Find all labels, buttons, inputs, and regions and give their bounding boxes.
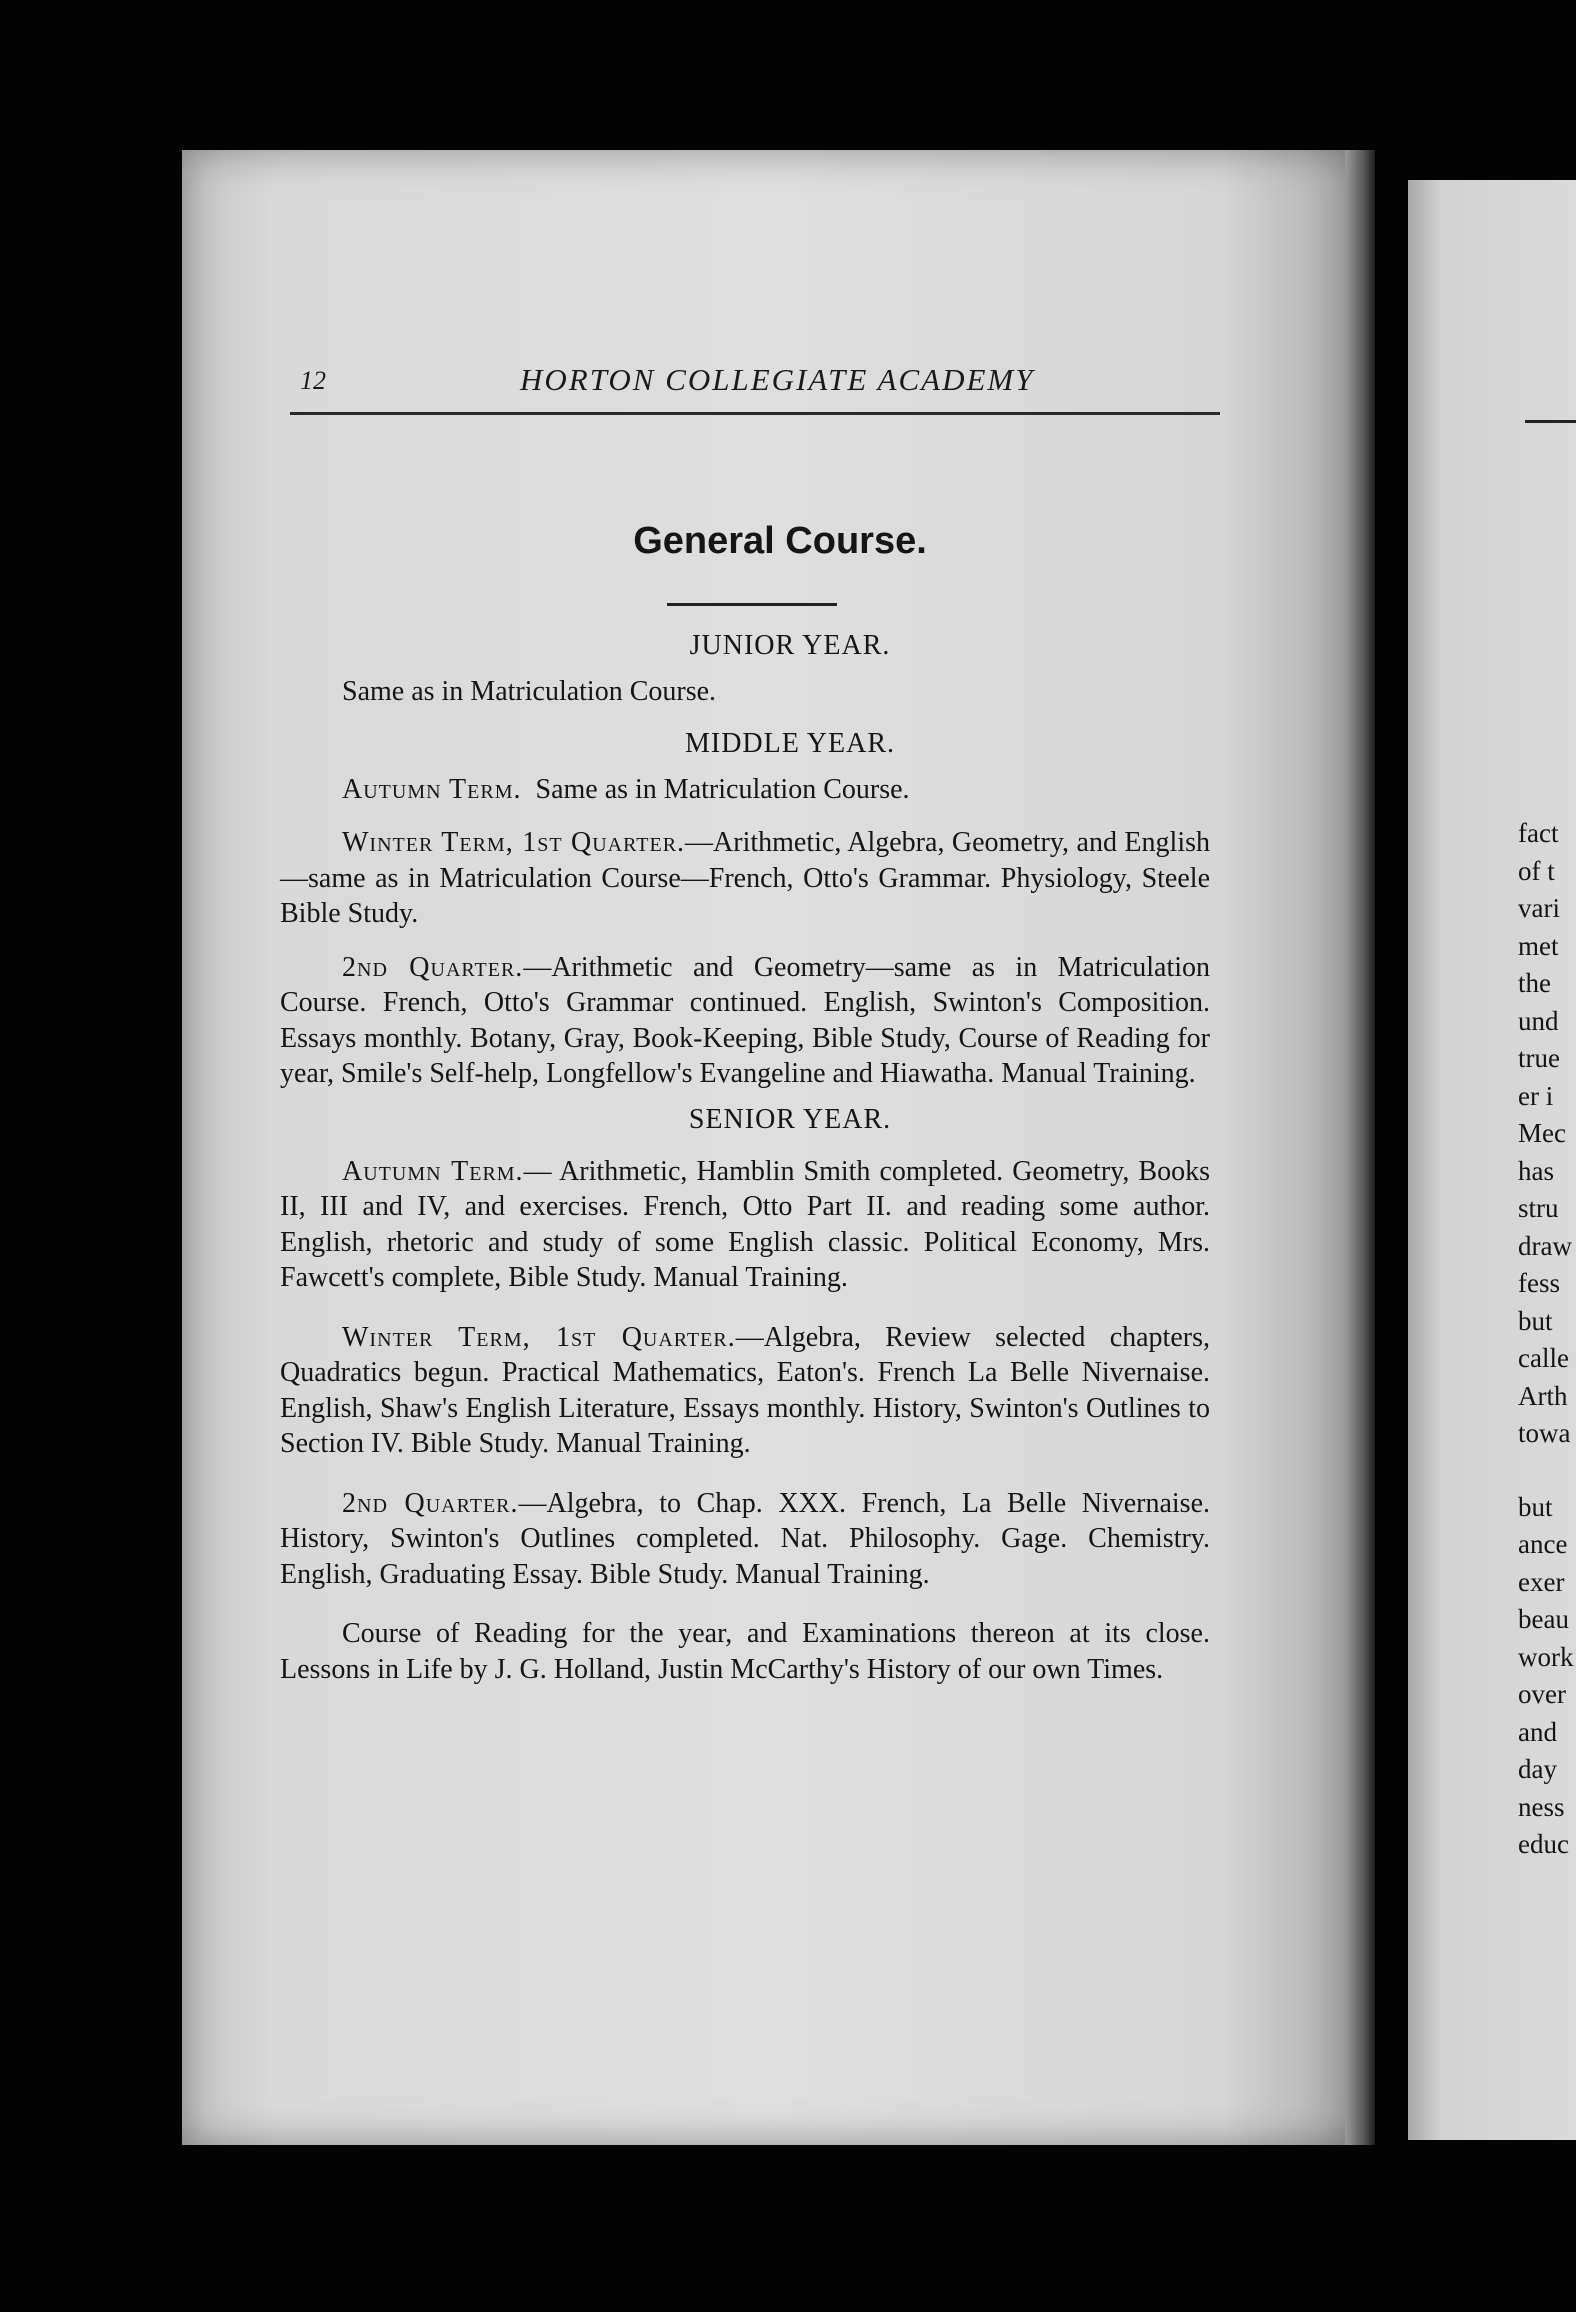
term-text: —Arithmetic and Geometry—same as in Matriculation Course. French, Otto's Grammar continued. English, Swinton's Composition. Essays monthly. Botany, Gray, Book-Keeping, Bible Study, Course of Reading for year, Smile's Self-help, Longfellow's Evangeline and Hiawatha. Manual Training.: [280, 951, 1211, 1089]
term-text: Same as in Matriculation Course.: [535, 773, 910, 805]
term-label: Autumn Term.: [342, 1155, 524, 1187]
fragment: true: [1518, 1043, 1560, 1073]
fragment: exer: [1518, 1566, 1565, 1597]
fragment-group-1: [1518, 815, 1576, 1453]
page-title: General Course.: [633, 520, 927, 562]
senior-year-heading: SENIOR YEAR.: [688, 1103, 892, 1135]
fragment: towa: [1518, 1418, 1571, 1448]
fragment: ance: [1518, 1529, 1568, 1559]
fragment: has: [1518, 1155, 1554, 1186]
senior-second-quarter-paragraph: [280, 1486, 1210, 1593]
fragment: draw: [1518, 1230, 1572, 1261]
middle-year-heading: MIDDLE YEAR.: [684, 727, 896, 759]
fragment: over: [1518, 1679, 1566, 1709]
title-rule: [667, 603, 837, 606]
term-text: —Algebra, to Chap. XXX. French, La Belle Nivernaise. History, Swinton's Outlines completed. Nat. Philosophy. Gage. Chemistry. English, Graduating Essay. Bible Study. Manual Training.: [280, 1487, 1210, 1590]
senior-winter-paragraph: [280, 1320, 1210, 1462]
running-head: [290, 362, 1220, 412]
closing-paragraph: Course of Reading for the year, and Examinations thereon at its close. Lessons in Life by J. G. Holland, Justin McCarthy's History of our own Times.: [280, 1618, 1210, 1685]
term-text: — Arithmetic, Hamblin Smith completed. Geometry, Books II, III and IV, and exercises. French, Otto Part II. and reading some author. English, rhetoric and study of some English classic. Political Economy, Mrs. Fawcett's complete, Bible Study. Manual Training.: [280, 1155, 1210, 1293]
fragment: Arth: [1518, 1380, 1568, 1411]
fragment: and: [1518, 1716, 1557, 1747]
book-gutter: [1345, 150, 1375, 2145]
fragment: er i: [1518, 1080, 1554, 1111]
fragment: work: [1518, 1641, 1574, 1672]
fragment: beau: [1518, 1604, 1569, 1634]
term-text: —Algebra, Review selected chapters, Quadratics begun. Practical Mathematics, Eaton's. French La Belle Nivernaise. English, Shaw's English Literature, Essays monthly. History, Swinton's Outlines to Section IV. Bible Study. Manual Training.: [280, 1321, 1210, 1459]
fragment: Mec: [1518, 1118, 1566, 1148]
page-number: 12: [300, 366, 326, 395]
running-head-rule: [290, 412, 1220, 415]
right-page-head-rule: [1525, 420, 1576, 423]
fragment: fess: [1518, 1268, 1560, 1298]
junior-year-text: Same as in Matriculation Course.: [342, 676, 717, 707]
fragment: calle: [1518, 1343, 1569, 1373]
fragment-spacer: [1518, 1453, 1576, 1489]
fragment: fact: [1518, 818, 1559, 848]
middle-second-quarter-paragraph: [280, 950, 1210, 1092]
term-label: Winter Term, 1st Quarter.: [342, 1321, 736, 1353]
fragment: ness: [1518, 1791, 1565, 1822]
term-label: 2nd Quarter.: [342, 1487, 519, 1519]
fragment: but: [1518, 1305, 1553, 1336]
fragment: day: [1518, 1754, 1557, 1784]
fragment: educ: [1518, 1829, 1569, 1859]
term-label: Winter Term, 1st Quarter.: [342, 827, 686, 858]
fragment: the: [1518, 968, 1551, 998]
junior-year-heading: JUNIOR YEAR.: [689, 630, 891, 661]
running-head-title: HORTON COLLEGIATE ACADEMY: [520, 362, 1035, 397]
fragment: but: [1518, 1491, 1553, 1522]
fragment-group-2: [1518, 1489, 1576, 1864]
fragment: und: [1518, 1005, 1559, 1036]
middle-autumn-paragraph: [280, 772, 1210, 808]
fragment: vari: [1518, 893, 1560, 923]
senior-autumn-paragraph: [280, 1154, 1210, 1296]
term-label: 2nd Quarter.: [342, 951, 524, 983]
middle-winter-paragraph: [280, 825, 1210, 932]
fragment: stru: [1518, 1193, 1559, 1223]
term-label: Autumn Term.: [342, 773, 522, 805]
right-page-text-fragments: [1518, 815, 1576, 1864]
fragment: of t: [1518, 855, 1555, 886]
fragment: met: [1518, 930, 1559, 961]
term-text: —Arithmetic, Algebra, Geometry, and English—same as in Matriculation Course—French, Otto's Grammar. Physiology, Steele Bible Study.: [280, 827, 1210, 929]
page-content: [280, 520, 1210, 1687]
